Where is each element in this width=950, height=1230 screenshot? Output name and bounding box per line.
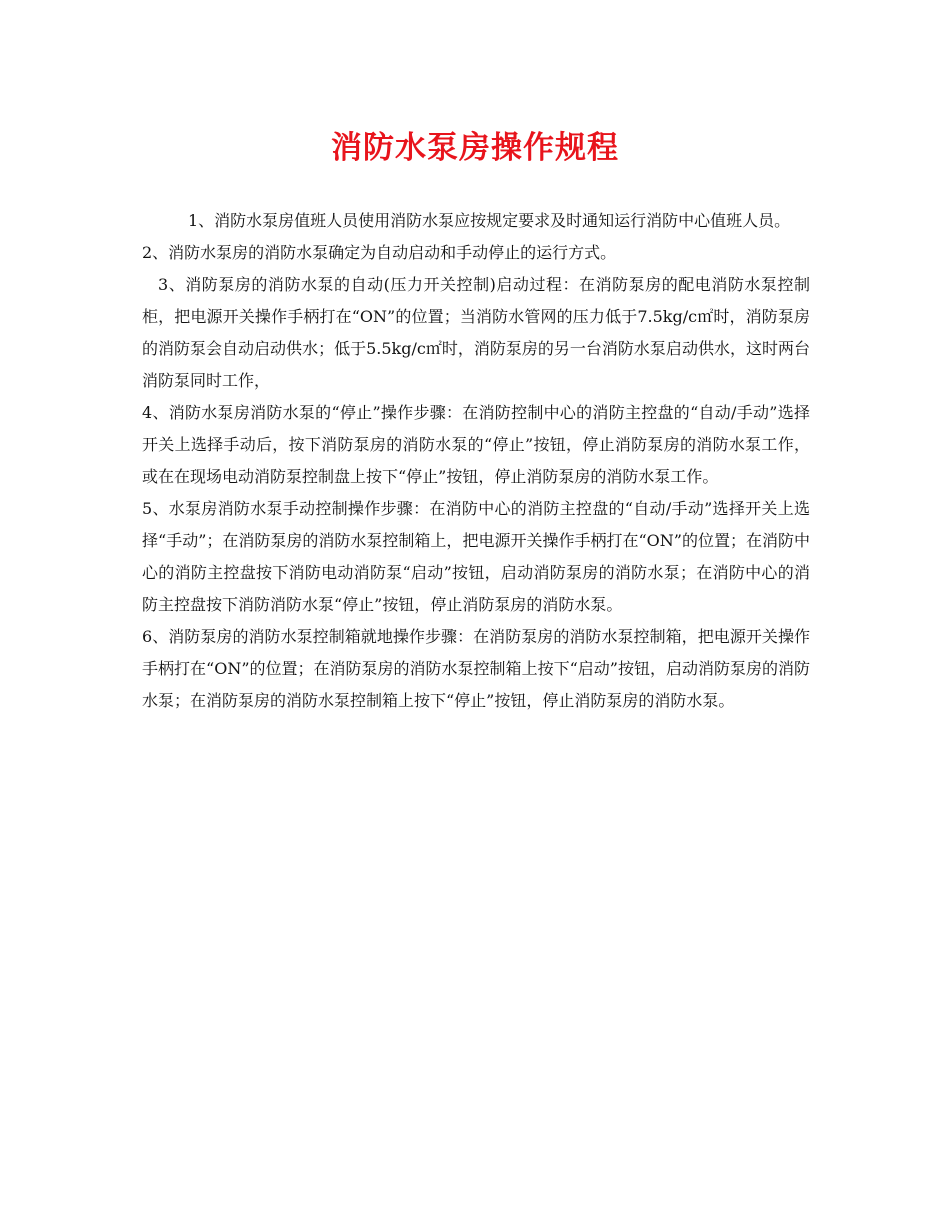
- document-body: [142, 205, 810, 717]
- paragraph-6: 6、消防泵房的消防水泵控制箱就地操作步骤：在消防泵房的消防水泵控制箱，把电源开关操作手柄打在“ON”的位置；在消防泵房的消防水泵控制箱上按下“启动”按钮，启动消防泵房的消防水泵；在消防泵房的消防水泵控制箱上按下“停止”按钮，停止消防泵房的消防水泵。: [142, 627, 810, 710]
- paragraph-5: 5、水泵房消防水泵手动控制操作步骤：在消防中心的消防主控盘的“自动/手动”选择开关上选择“手动”；在消防泵房的消防水泵控制箱上，把电源开关操作手柄打在“ON”的位置；在消防中心的消防主控盘按下消防电动消防泵“启动”按钮，启动消防泵房的消防水泵；在消防中心的消防主控盘按下消防消防水泵“停止”按钮，停止消防泵房的消防水泵。: [142, 499, 810, 614]
- paragraph-2: 2、消防水泵房的消防水泵确定为自动启动和手动停止的运行方式。: [142, 243, 617, 262]
- paragraph-1: 1、消防水泵房值班人员使用消防水泵应按规定要求及时通知运行消防中心值班人员。: [188, 211, 791, 230]
- document-title: 消防水泵房操作规程: [331, 130, 619, 166]
- paragraph-4: 4、消防水泵房消防水泵的“停止”操作步骤：在消防控制中心的消防主控盘的“自动/手动”选择开关上选择手动后，按下消防泵房的消防水泵的“停止”按钮，停止消防泵房的消防水泵工作，或在在现场电动消防泵控制盘上按下“停止”按钮，停止消防泵房的消防水泵工作。: [142, 403, 810, 486]
- paragraph-3: 3、消防泵房的消防水泵的自动(压力开关控制)启动过程：在消防泵房的配电消防水泵控制柜，把电源开关操作手柄打在“ON”的位置；当消防水管网的压力低于7.5kg/c㎡时，消防泵房的消防泵会自动启动供水；低于5.5kg/c㎡时，消防泵房的另一台消防水泵启动供水，这时两台消防泵同时工作，: [142, 275, 810, 390]
